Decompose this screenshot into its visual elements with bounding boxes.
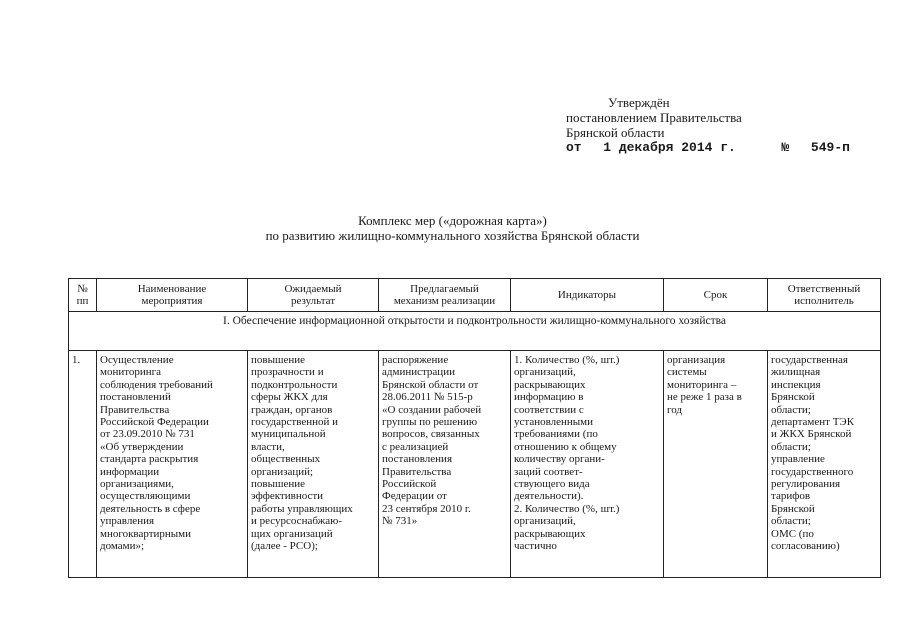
- row-expected-result: повышение прозрачности и подконтрольности сферы ЖКХ для граждан, органов государственной и муниципальной власти, общественных организаций; повышение эффективности работы управляющих и ресурсоснабжаю- щих организаций (далее - РСО);: [248, 351, 379, 578]
- date-value: 1 декабря 2014 г.: [603, 140, 736, 155]
- row-executor: государственная жилищная инспекция Брянской области; департамент ТЭК и ЖКХ Брянской области; управление государственного регулирования тарифов Брянской области; ОМС (по согласованию): [768, 351, 881, 578]
- date-prefix: от: [566, 140, 582, 155]
- section-row: [69, 312, 881, 351]
- header-mechanism: Предлагаемый механизм реализации: [379, 279, 511, 312]
- approval-title: Утверждён: [608, 95, 670, 110]
- number-prefix: №: [781, 140, 790, 155]
- row-activity: Осуществление мониторинга соблюдения требований постановлений Правительства Российской Федерации от 23.09.2010 № 731 «Об утверждении стандарта раскрытия информации организациями, осуществляющими деятельность в сфере управления многоквартирными домами»;: [97, 351, 248, 578]
- row-indicators: 1. Количество (%, шт.) организаций, раскрывающих информацию в соответствии с установленными требованиями (по отношению к общему количеству органи- заций соответ- ствующего вида деятельности). 2. Количество (%, шт.) организаций, раскрывающих частично: [511, 351, 664, 578]
- header-number: № пп: [69, 279, 97, 312]
- approval-date-line: [566, 140, 850, 155]
- number-value: 549-п: [810, 140, 850, 155]
- header-term: Срок: [664, 279, 768, 312]
- row-number: 1.: [69, 351, 97, 578]
- title-line-2: по развитию жилищно-коммунального хозяйства Брянской области: [265, 228, 640, 243]
- row-mechanism: распоряжение администрации Брянской области от 28.06.2011 № 515-р «О создании рабочей группы по решению вопросов, связанных с реализацией постановления Правительства Российской Федерации от 23 сентября 2010 г. № 731»: [379, 351, 511, 578]
- document-title: [0, 213, 905, 243]
- approval-block: [566, 95, 850, 155]
- section-title: I. Обеспечение информационной открытости и подконтрольности жилищно-коммунального хозяйства: [69, 312, 881, 351]
- approval-resolution: постановлением Правительства: [566, 110, 742, 125]
- header-indicators: Индикаторы: [511, 279, 664, 312]
- row-term: организация системы мониторинга – не реже 1 раза в год: [664, 351, 768, 578]
- header-expected-result: Ожидаемый результат: [248, 279, 379, 312]
- header-executor: Ответственный исполнитель: [768, 279, 881, 312]
- table-row: [69, 351, 881, 578]
- title-line-1: Комплекс мер («дорожная карта»): [358, 213, 547, 228]
- header-activity: Наименование мероприятия: [97, 279, 248, 312]
- table-header-row: [69, 279, 881, 312]
- roadmap-table: [68, 278, 881, 578]
- approval-region: Брянской области: [566, 125, 665, 140]
